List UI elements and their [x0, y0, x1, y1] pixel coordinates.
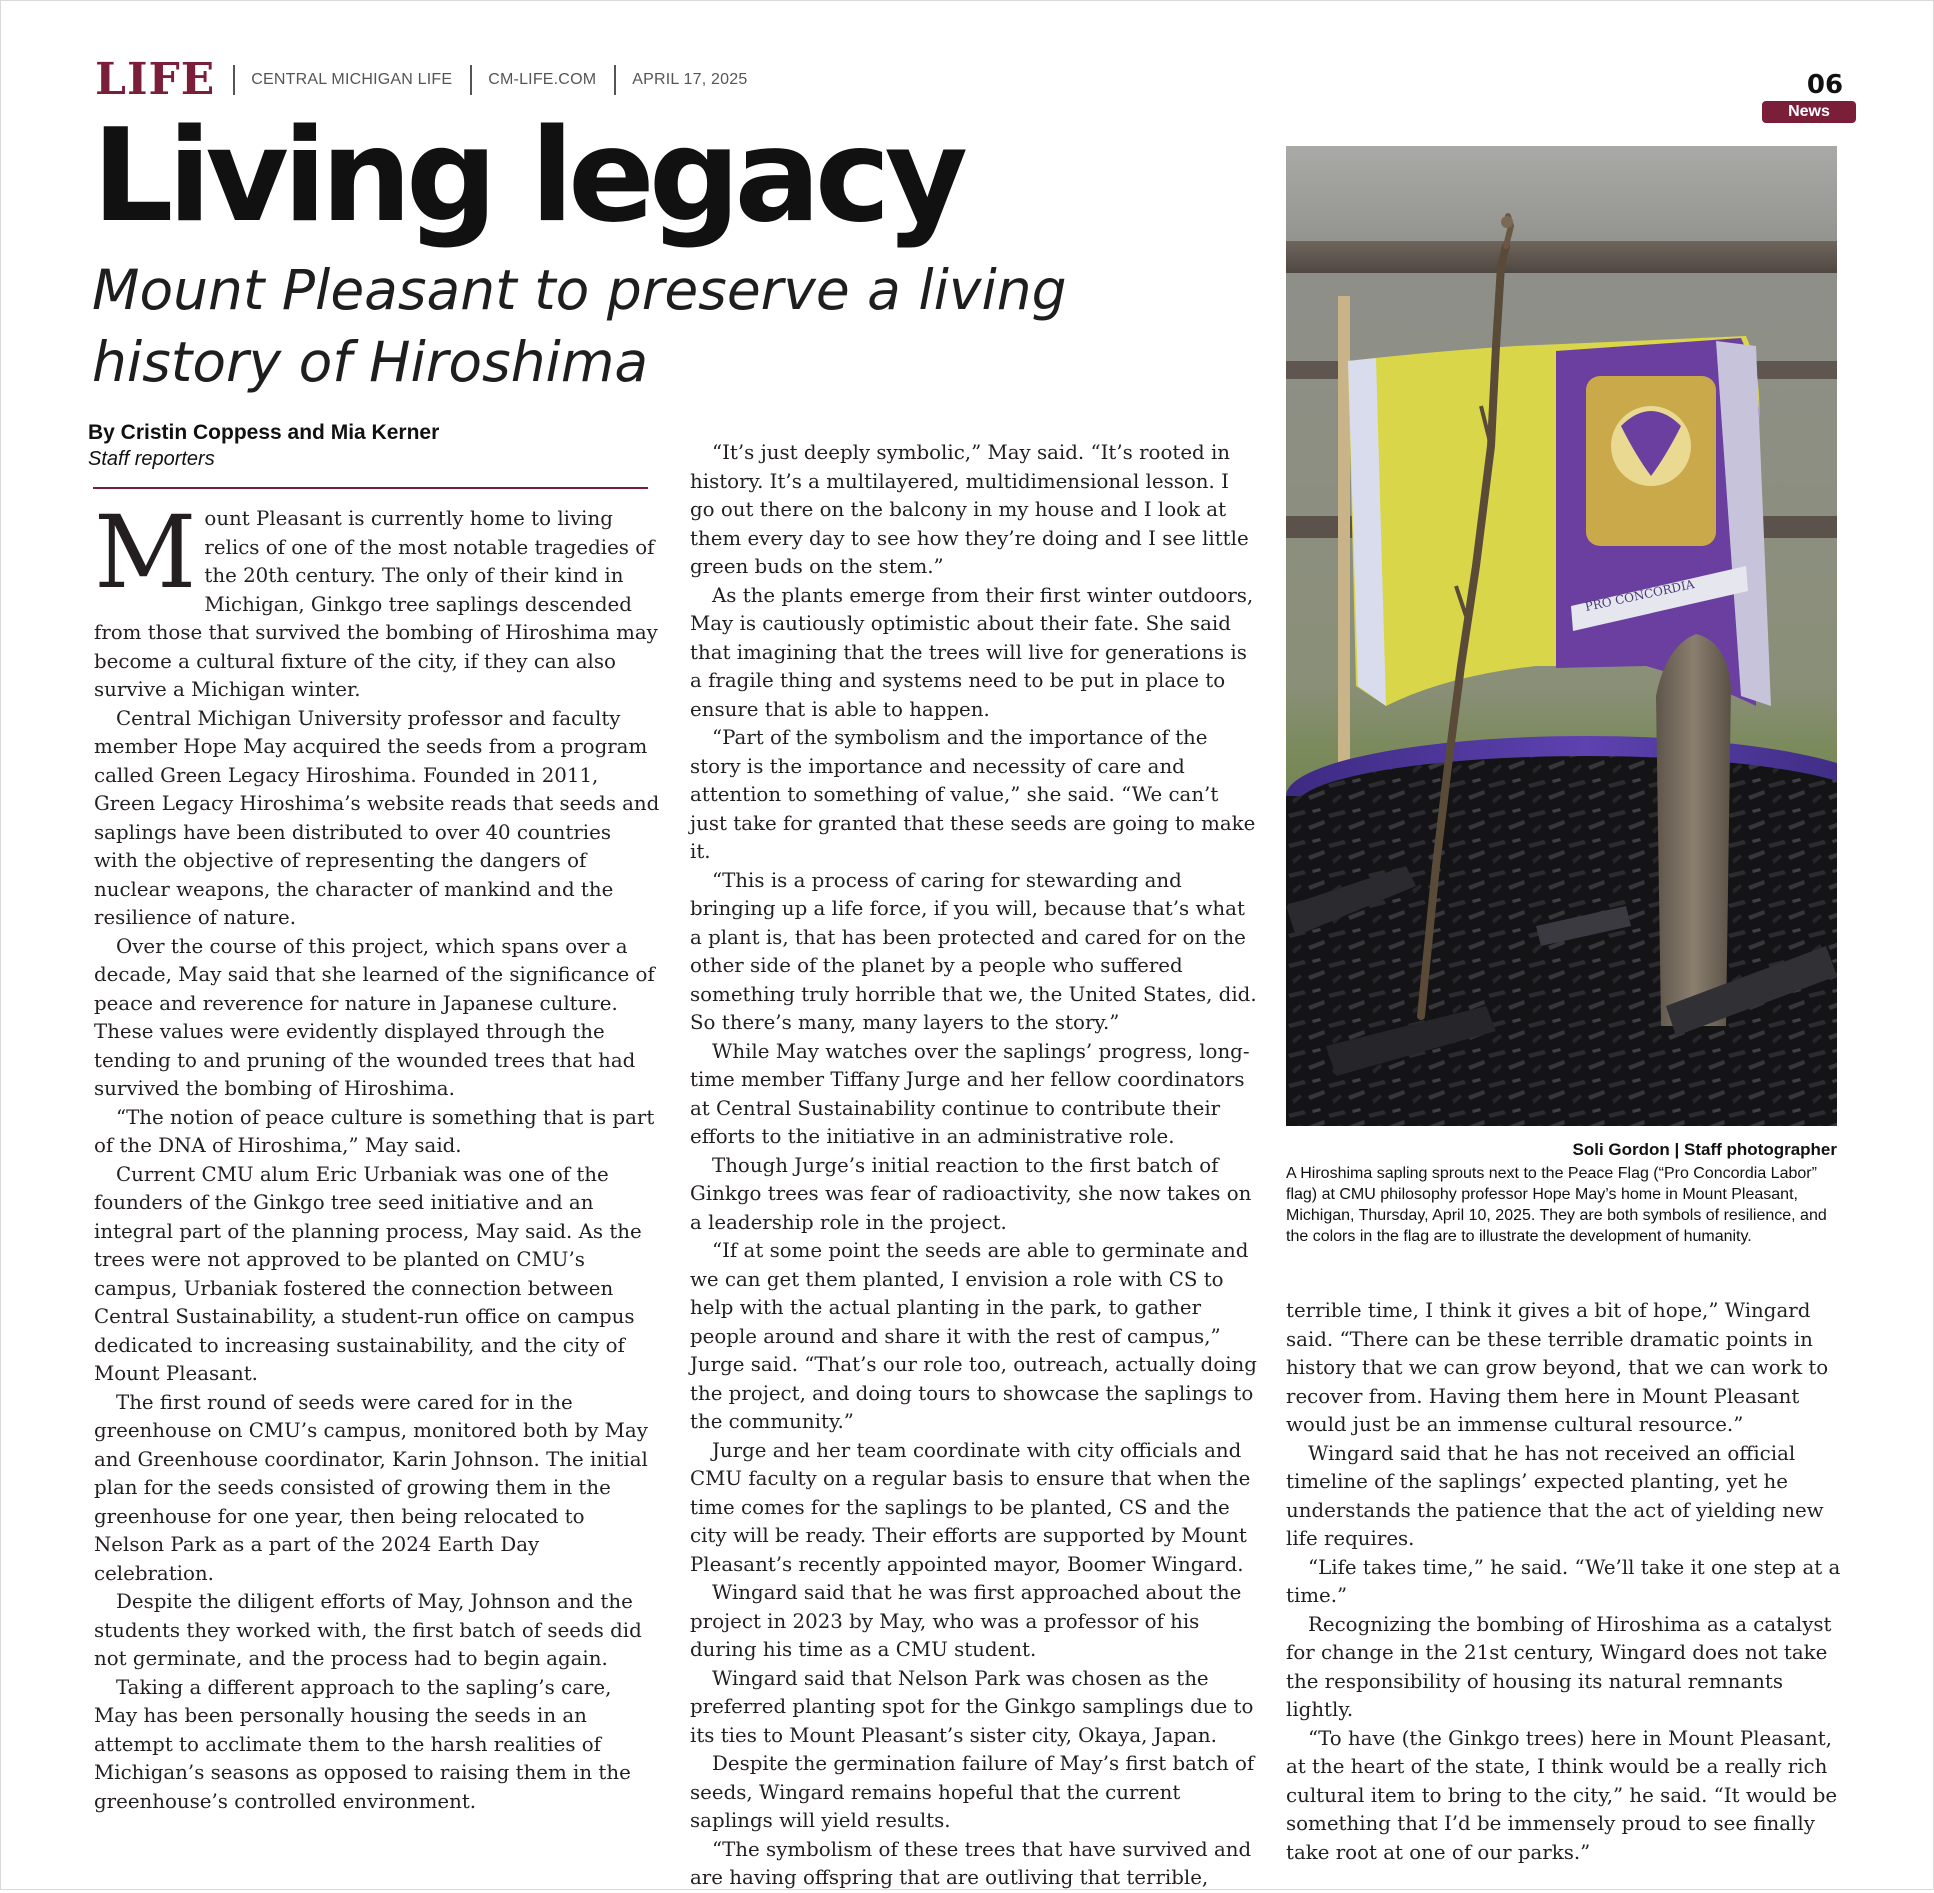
paragraph: “If at some point the seeds are able to germinate and we can get them planted, I envision a role with CS to help with the actual planting in the park, to gather people around and share it with the rest of campus,” Jurge said. “That’s our role too, outreach, actually doing the project, and doing tours to showcase the saplings to the community.” [690, 1239, 1257, 1433]
paragraph: “The notion of peace culture is something that is part of the DNA of Hiroshima,” May said. [94, 1105, 655, 1157]
paragraph: “It’s just deeply symbolic,” May said. “It’s rooted in history. It’s a multilayered, multidimensional lesson. I go out there on the balcony in my house and I look at them every day to see how they’re doing and I see little green buds on the stem.” [690, 441, 1249, 578]
paragraph: Taking a different approach to the sapling’s care, May has been personally housing the seeds in an attempt to acclimate them to the harsh realities of Michigan’s seasons as opposed to raising them in the greenhouse’s controlled environment. [94, 1675, 631, 1813]
byline [88, 420, 439, 472]
paragraph: Over the course of this project, which spans over a decade, May said that she learned of the significance of peace and reverence for nature in Japanese culture. These values were evidently displayed through the tending to and pruning of the wounded trees that had survived the bombing of Hiroshima. [94, 934, 655, 1100]
masthead [95, 54, 748, 105]
masthead-divider [233, 65, 235, 95]
issue-date: APRIL 17, 2025 [632, 71, 748, 88]
paragraph: Despite the diligent efforts of May, Johnson and the students they worked with, the first batch of seeds did not germinate, and the process had to begin again. [94, 1590, 642, 1670]
paragraph: Central Michigan University professor and faculty member Hope May acquired the seeds from a program called Green Legacy Hiroshima. Founded in 2011, Green Legacy Hiroshima’s website reads that seeds and saplings have been distributed to over 40 countries with the objective of representing the dangers of nuclear weapons, the character of mankind and the resilience of nature. [94, 706, 660, 929]
website: CM-LIFE.COM [488, 71, 597, 88]
paragraph: Current CMU alum Eric Urbaniak was one of the founders of the Ginkgo tree seed initiative and an integral part of the planning process, May said. As the trees were not approved to be planted on CMU’s campus, Urbaniak fostered the connection between Central Sustainability, a student-run office on campus dedicated to increasing sustainability, and the city of Mount Pleasant. [94, 1162, 642, 1385]
subheadline: Mount Pleasant to preserve a living history of Hiroshima [92, 258, 1067, 394]
section-tab: News [1762, 101, 1856, 123]
page-number: 06 [1806, 70, 1844, 100]
paper-name: CENTRAL MICHIGAN LIFE [251, 71, 453, 88]
paragraph: The first round of seeds were cared for in the greenhouse on CMU’s campus, monitored both by May and Greenhouse coordinator, Karin Johnson. The initial plan for the seeds consisted of growing them in the greenhouse for one year, then being relocated to Nelson Park as a part of the 2024 Earth Day celebration. [94, 1390, 648, 1585]
paragraph: “Part of the symbolism and the importance of the story is the importance and necessity of care and attention to something of value,” she said. “We can’t just take for granted that these seeds are going to make it. [690, 726, 1256, 863]
byline-authors: By Cristin Coppess and Mia Kerner [88, 421, 440, 444]
paragraph: While May watches over the saplings’ progress, long-time member Tiffany Jurge and her fellow coordinators at Central Sustainability continue to contribute their efforts to the initiative in an administrative role. [690, 1039, 1250, 1148]
article-column-1 [94, 494, 660, 1816]
paragraph: Mount Pleasant is currently home to living relics of one of the most notable tragedies of the 20th century. The only of their kind in Michigan, Ginkgo tree saplings descended from those that survived the bombing of Hiroshima may become a cultural fixture of the city, if they can also survive a Michigan winter. [94, 494, 658, 701]
paragraph: “To have (the Ginkgo trees) here in Mount Pleasant, at the heart of the state, I think would be a really rich cultural item to bring to the city,” he said. “It would be something that I’d be immensely proud to see finally take root at one of our parks.” [1286, 1726, 1838, 1864]
paragraph: Wingard said that Nelson Park was chosen as the preferred planting spot for the Ginkgo samplings due to its ties to Mount Pleasant’s sister city, Okaya, Japan. [690, 1666, 1254, 1747]
paragraph: As the plants emerge from their first winter outdoors, May is cautiously optimistic about their fate. She said that imagining that the trees will live for generations is a fragile thing and systems need to be put in place to ensure that is able to happen. [690, 583, 1254, 721]
paragraph: “This is a process of caring for stewarding and bringing up a life force, if you will, because that’s what a plant is, that has been protected and cared for on the other side of the planet by a people who suffered something truly horrible that we, the United States, did. So there’s many, many layers to the story.” [690, 868, 1257, 1034]
article-column-2 [690, 439, 1258, 1893]
photo-illustration [1286, 146, 1837, 1126]
headline: Living legacy [92, 102, 963, 251]
drop-cap: M [94, 494, 197, 611]
paragraph: “Life takes time,” he said. “We’ll take it one step at a time.” [1286, 1555, 1841, 1607]
paragraph: Wingard said that he was first approached about the project in 2023 by May, who was a professor of his during his time as a CMU student. [690, 1581, 1242, 1661]
flag-text: PRO CONCORDIA [1583, 577, 1696, 614]
paragraph: Despite the germination failure of May’s first batch of seeds, Wingard remains hopeful that the current saplings will yield results. [690, 1752, 1255, 1832]
paragraph: terrible time, I think it gives a bit of hope,” Wingard said. “There can be these terrible dramatic points in history that we can grow beyond, that we can work to recover from. Having them here in Mount Pleasant would just be an immense cultural resource.” [1286, 1299, 1829, 1436]
paragraph: Wingard said that he has not received an official timeline of the saplings’ expected planting, yet he understands the patience that the act of yielding new life requires. [1286, 1441, 1824, 1550]
masthead-divider [614, 65, 616, 95]
photo-credit: Soli Gordon | Staff photographer [1572, 1140, 1837, 1159]
paragraph: “The symbolism of these trees that have survived and are having offspring that are outliving that terrible, [690, 1837, 1252, 1889]
paragraph: Though Jurge’s initial reaction to the first batch of Ginkgo trees was fear of radioactivity, she now takes on a leadership role in the project. [690, 1153, 1252, 1234]
section-logo: LIFE [95, 54, 216, 105]
article-column-3 [1286, 1297, 1856, 1867]
photo-caption: A Hiroshima sapling sprouts next to the Peace Flag (“Pro Concordia Labor” flag) at CMU philosophy professor Hope May’s home in Mount Pleasant, Michigan, Thursday, April 10, 2025. They are both symbols of resilience, and the colors in the flag are to illustrate the development of humanity. [1286, 1165, 1827, 1245]
sapling-photo [1286, 146, 1837, 1126]
paragraph: Recognizing the bombing of Hiroshima as a catalyst for change in the 21st century, Wingard does not take the responsibility of housing its natural remnants lightly. [1286, 1612, 1832, 1721]
byline-role: Staff reporters [88, 448, 215, 470]
byline-rule [93, 487, 648, 489]
masthead-divider [470, 65, 472, 95]
paragraph: Jurge and her team coordinate with city officials and CMU faculty on a regular basis to ensure that when the time comes for the saplings to be planted, CS and the city will be ready. Their efforts are supported by Mount Pleasant’s recently appointed mayor, Boomer Wingard. [690, 1438, 1251, 1576]
